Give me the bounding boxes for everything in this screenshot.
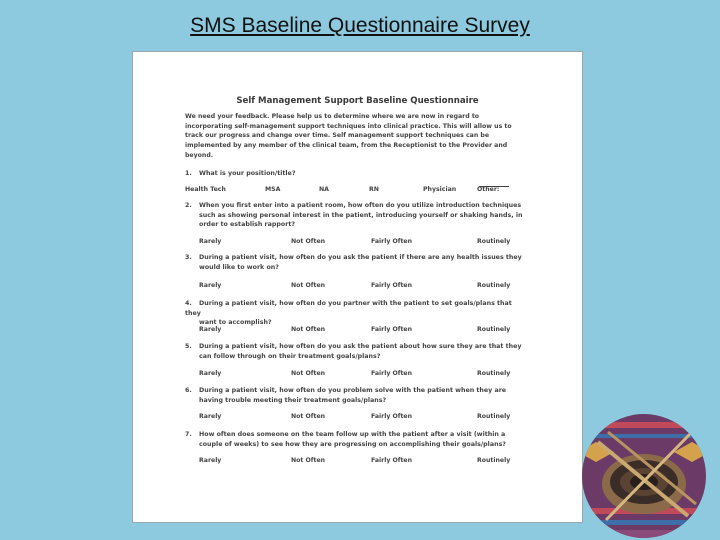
scale-fairly-often: Fairly Often bbox=[371, 370, 413, 377]
option-physician: Physician bbox=[423, 186, 457, 193]
question-text-line: During a patient visit, how often do you ask the patient about how sure they are that they bbox=[199, 343, 522, 350]
scale-not-often: Not Often bbox=[291, 326, 326, 333]
question-number: 7. bbox=[185, 431, 192, 438]
scale-rarely: Rarely bbox=[199, 413, 222, 420]
question-4 bbox=[185, 299, 527, 328]
scale-fairly-often: Fairly Often bbox=[371, 457, 413, 464]
question-text-line: During a patient visit, how often do you problem solve with the patient when they are bbox=[199, 387, 507, 394]
option-rn: RN bbox=[369, 186, 379, 193]
scale-not-often: Not Often bbox=[291, 282, 326, 289]
option-na: NA bbox=[319, 186, 329, 193]
frequency-scale bbox=[185, 282, 535, 292]
slide-title: SMS Baseline Questionnaire Survey bbox=[190, 14, 530, 37]
scale-routinely: Routinely bbox=[477, 282, 511, 289]
question-3 bbox=[185, 253, 527, 272]
question-text-line: having trouble meeting their treatment goals/plans? bbox=[199, 396, 387, 404]
scale-not-often: Not Often bbox=[291, 370, 326, 377]
question-text-line: How often does someone on the team follow up with the patient after a visit (within a bbox=[199, 431, 506, 438]
position-options: Health Tech MSA NA RN Physician Other: bbox=[185, 186, 535, 196]
woven-basket-image bbox=[578, 412, 710, 540]
question-text-line: couple of weeks) to see how they are progressing on accomplishing their goals/plans? bbox=[199, 440, 506, 448]
scale-not-often: Not Often bbox=[291, 238, 326, 245]
question-1 bbox=[185, 169, 527, 179]
scale-fairly-often: Fairly Often bbox=[371, 326, 413, 333]
question-text-line: would like to work on? bbox=[199, 263, 279, 271]
frequency-scale bbox=[185, 326, 535, 336]
question-6 bbox=[185, 386, 527, 405]
question-text-line: such as showing personal interest in the patient, introducing yourself or shaking hands, in bbox=[199, 211, 523, 219]
frequency-scale bbox=[185, 413, 535, 423]
scale-fairly-often: Fairly Often bbox=[371, 238, 413, 245]
frequency-scale bbox=[185, 238, 535, 248]
scale-fairly-often: Fairly Often bbox=[371, 413, 413, 420]
scale-routinely: Routinely bbox=[477, 238, 511, 245]
question-text-line: During a patient visit, how often do you partner with the patient to set goals/plans that they bbox=[185, 300, 512, 317]
scale-routinely: Routinely bbox=[477, 370, 511, 377]
question-text-line: can follow through on their treatment goals/plans? bbox=[199, 352, 381, 360]
frequency-scale bbox=[185, 457, 535, 467]
question-number: 5. bbox=[185, 343, 192, 350]
scale-fairly-often: Fairly Often bbox=[371, 282, 413, 289]
intro-paragraph: We need your feedback. Please help us to determine where we are now in regard to incorporating self-management support techniques into clinical practice. This will allow us to track our progress and change over time. Self management support techniques can be implemented by any member of the clinical team, from the Receptionist to the Provider and beyond. bbox=[185, 113, 512, 159]
question-2 bbox=[185, 201, 527, 230]
questionnaire-page bbox=[133, 52, 582, 522]
scale-rarely: Rarely bbox=[199, 326, 222, 333]
option-health-tech: Health Tech bbox=[185, 186, 226, 193]
document-title: Self Management Support Baseline Questionnaire bbox=[236, 96, 479, 106]
question-number: 3. bbox=[185, 254, 192, 261]
question-number: 4. bbox=[185, 300, 192, 307]
scale-rarely: Rarely bbox=[199, 282, 222, 289]
other-blank-line bbox=[479, 186, 509, 187]
scale-rarely: Rarely bbox=[199, 238, 222, 245]
question-text: What is your position/title? bbox=[199, 170, 296, 177]
question-text-line: want to accomplish? bbox=[199, 319, 272, 327]
question-number: 6. bbox=[185, 387, 192, 394]
question-number: 2. bbox=[185, 202, 192, 209]
question-text-line: order to establish rapport? bbox=[199, 221, 296, 229]
question-7 bbox=[185, 430, 527, 449]
scale-not-often: Not Often bbox=[291, 413, 326, 420]
scale-rarely: Rarely bbox=[199, 457, 222, 464]
question-text-line: During a patient visit, how often do you ask the patient if there are any health issues they bbox=[199, 254, 522, 261]
option-msa: MSA bbox=[265, 186, 281, 193]
question-number: 1. bbox=[185, 170, 192, 177]
scale-routinely: Routinely bbox=[477, 457, 511, 464]
question-text-line: When you first enter into a patient room, how often do you utilize introduction techniques bbox=[199, 202, 522, 209]
scale-routinely: Routinely bbox=[477, 413, 511, 420]
scale-routinely: Routinely bbox=[477, 326, 511, 333]
scale-not-often: Not Often bbox=[291, 457, 326, 464]
question-5 bbox=[185, 342, 527, 361]
frequency-scale bbox=[185, 370, 535, 380]
scale-rarely: Rarely bbox=[199, 370, 222, 377]
